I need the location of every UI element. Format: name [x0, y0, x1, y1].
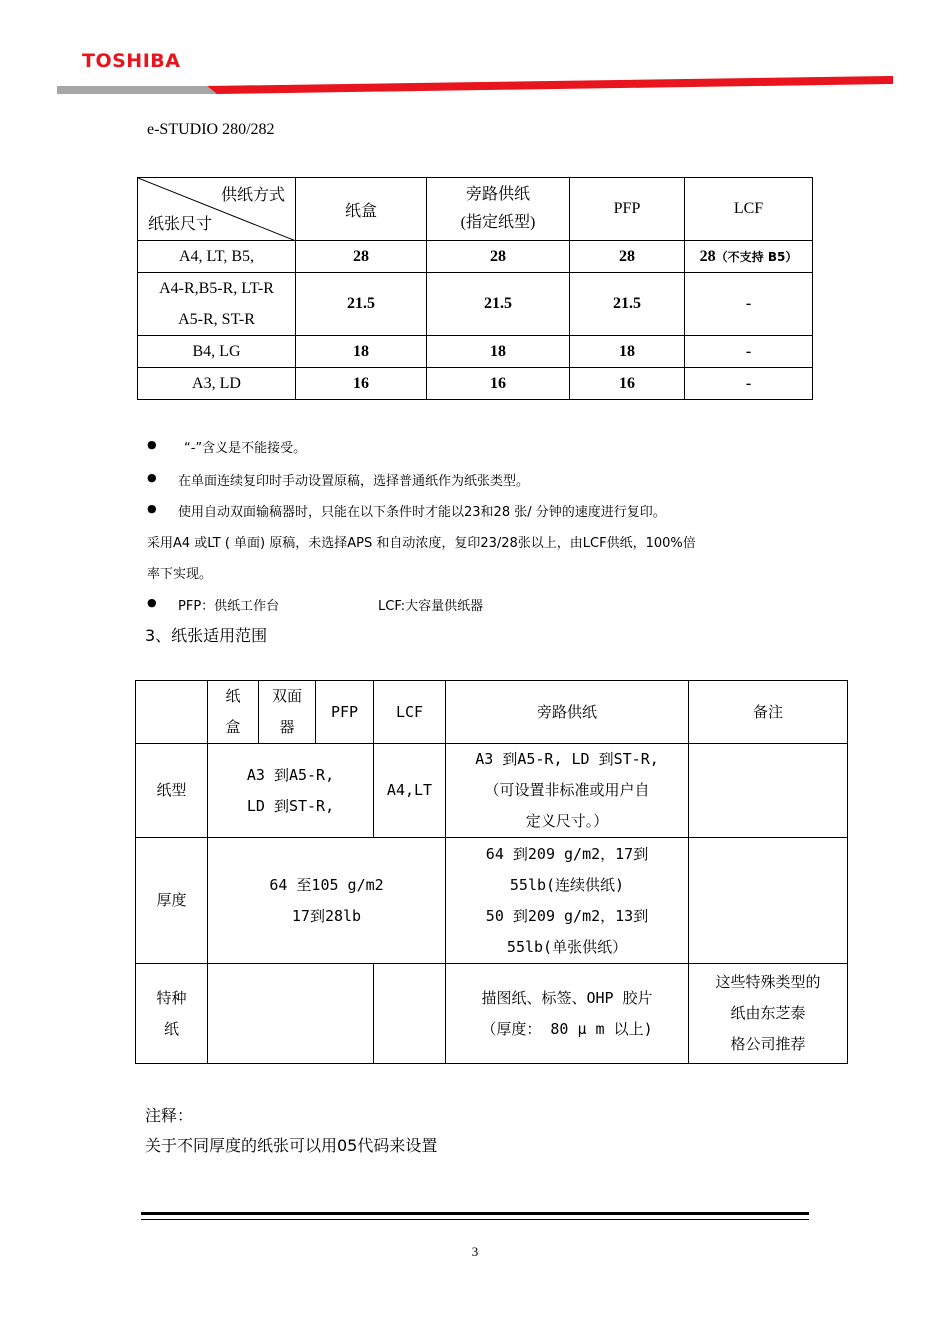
std-sizes: A3 到A5-R, LD 到ST-R, — [208, 744, 374, 838]
note-paragraph-line1: 采用A4 或LT ( 单面) 原稿，未选择APS 和自动浓度，复印23/28张以上，由LCF供纸，100%倍 — [147, 536, 696, 551]
note-3: 使用自动双面输稿器时，只能在以下条件时才能以23和28 张/ 分钟的速度进行复印。 — [178, 505, 666, 520]
footnote-text: 关于不同厚度的纸张可以用05代码来设置 — [145, 1136, 438, 1155]
row-label: 厚度 — [136, 838, 208, 964]
remarks-special: 这些特殊类型的 纸由东芝泰 格公司推荐 — [689, 964, 848, 1064]
remarks-cell — [689, 838, 848, 964]
header-remarks: 备注 — [689, 681, 848, 744]
note-2: 在单面连续复印时手动设置原稿，选择普通纸作为纸张类型。 — [178, 474, 530, 489]
header-pfp: PFP — [316, 681, 374, 744]
lcf-sizes: A4,LT — [374, 744, 446, 838]
value-cell: 21.5 — [427, 273, 570, 336]
bullet-icon: ● — [147, 596, 157, 609]
bypass-special: 描图纸、标签、OHP 胶片 （厚度： 80 μ m 以上) — [446, 964, 689, 1064]
corner-bottom-label: 纸张尺寸 — [148, 216, 213, 233]
value-cell: 18 — [427, 336, 570, 368]
empty-cell — [208, 964, 374, 1064]
footnote-title: 注释： — [145, 1106, 194, 1125]
header-bypass: 旁路供纸 — [446, 681, 689, 744]
legend-lcf: LCF:大容量供纸器 — [378, 599, 484, 614]
toshiba-logo: TOSHIBA — [82, 50, 181, 72]
note-paragraph-line2: 率下实现。 — [147, 567, 213, 582]
size-cell: A4-R,B5-R, LT-R A5-R, ST-R — [138, 273, 296, 336]
table-row — [136, 964, 848, 1064]
legend-pfp: PFP：供纸工作台 — [178, 599, 280, 614]
section3-title: 3、纸张适用范围 — [145, 626, 268, 645]
table-row — [138, 273, 813, 336]
footer-rule-thin — [141, 1219, 809, 1220]
footer-rule-thick — [141, 1212, 809, 1215]
header-lcf: LCF — [685, 178, 813, 241]
table-row — [136, 744, 848, 838]
header-band — [57, 72, 893, 98]
value-cell: - — [685, 273, 813, 336]
value-cell: 16 — [427, 368, 570, 400]
bypass-thickness: 64 到209 g/m2，17到 55lb(连续供纸) 50 到209 g/m2，13到 55lb(单张供纸） — [446, 838, 689, 964]
header-cassette: 纸 盒 — [208, 681, 259, 744]
value-cell: 28 — [296, 241, 427, 273]
table-row — [138, 368, 813, 400]
empty-header-cell — [136, 681, 208, 744]
value-cell: 28 — [427, 241, 570, 273]
page-number: 3 — [471, 1244, 479, 1259]
speed-table — [137, 177, 813, 400]
value-cell: 21.5 — [570, 273, 685, 336]
std-thickness: 64 至105 g/m2 17到28lb — [208, 838, 446, 964]
size-cell: B4, LG — [138, 336, 296, 368]
value-cell: - — [685, 336, 813, 368]
table-row — [138, 241, 813, 273]
corner-top-label: 供纸方式 — [220, 187, 285, 204]
value-cell: 16 — [570, 368, 685, 400]
value-cell: 18 — [570, 336, 685, 368]
empty-cell — [374, 964, 446, 1064]
size-cell: A4, LT, B5, — [138, 241, 296, 273]
value-cell: 21.5 — [296, 273, 427, 336]
value-cell: - — [685, 368, 813, 400]
header-duplex: 双面 器 — [259, 681, 316, 744]
header-bypass: 旁路供纸 (指定纸型) — [427, 178, 570, 241]
value-cell: 28 — [570, 241, 685, 273]
row-label: 特种 纸 — [136, 964, 208, 1064]
header-pfp: PFP — [570, 178, 685, 241]
header-lcf: LCF — [374, 681, 446, 744]
value-cell: 28（不支持 B5） — [685, 241, 813, 273]
corner-cell — [138, 178, 296, 241]
table-row — [138, 336, 813, 368]
remarks-cell — [689, 744, 848, 838]
row-label: 纸型 — [136, 744, 208, 838]
value-cell: 18 — [296, 336, 427, 368]
paper-range-table — [135, 680, 848, 1064]
bullet-icon: ● — [147, 438, 157, 451]
bypass-sizes: A3 到A5-R, LD 到ST-R, （可设置非标准或用户自 定义尺寸。） — [446, 744, 689, 838]
bullet-icon: ● — [147, 502, 157, 515]
note-1: “-”含义是不能接受。 — [184, 441, 307, 456]
value-cell: 16 — [296, 368, 427, 400]
table-row — [136, 838, 848, 964]
bullet-icon: ● — [147, 471, 157, 484]
lcf-note: （不支持 B5） — [715, 249, 798, 264]
header-cassette: 纸盒 — [296, 178, 427, 241]
size-cell: A3, LD — [138, 368, 296, 400]
model-title: e-STUDIO 280/282 — [147, 121, 275, 138]
